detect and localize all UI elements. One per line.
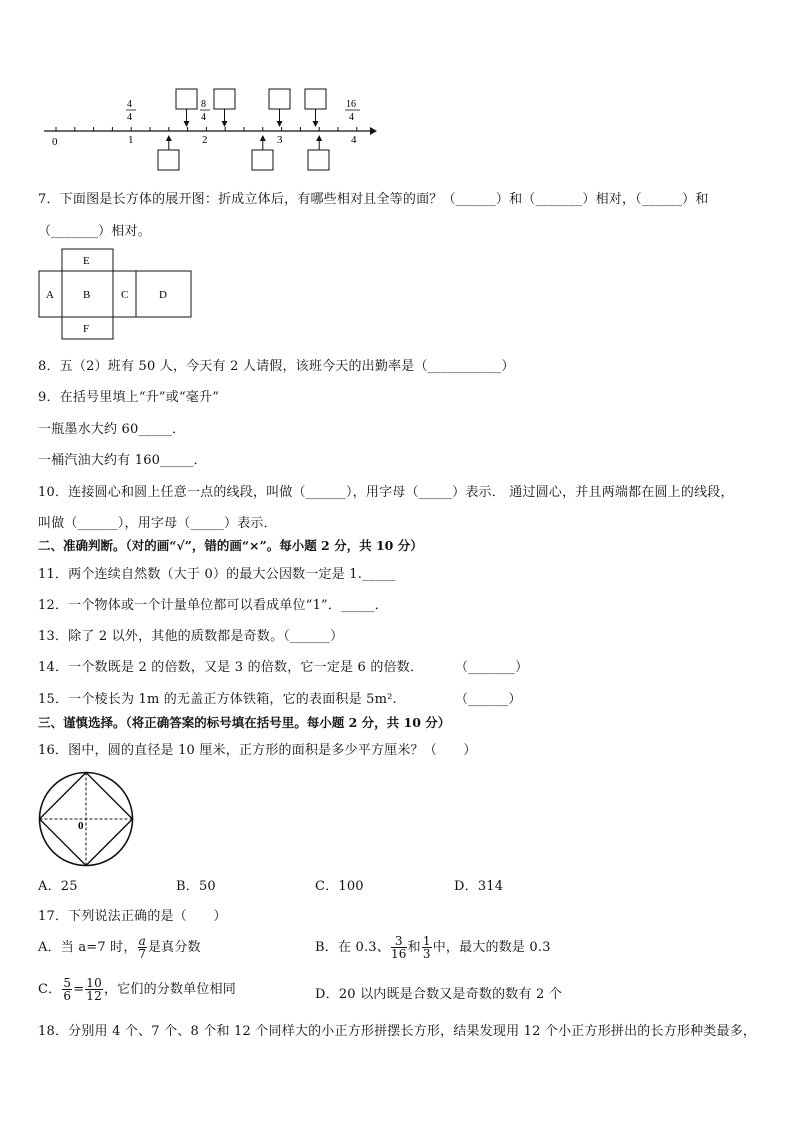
cuboid-net-figure [38,248,194,340]
number-line-figure [40,86,380,176]
question-13: 13．除了 2 以外，其他的质数都是奇数。（______） [38,629,344,644]
fraction-8-4 [200,99,210,123]
number-line-ticks [56,127,357,131]
fraction-4-4 [126,99,136,123]
tick-label-4: 4 [351,134,357,146]
fraction-3-16: $\frac{3}{16}$ [390,934,407,961]
section-3-heading: 三、谨慎选择。（将正确答案的标号填在括号里。每小题 2 分，共 10 分） [38,715,451,730]
svg-text:4: 4 [127,112,132,123]
question-10-line-2: 叫做（______），用字母（_____）表示． [38,516,277,531]
number-line-arrow [370,127,377,135]
tick-label-1: 1 [128,134,134,146]
question-18: 18．分别用 4 个、7 个、8 个和 12 个同样大的小正方形拼摆长方形，结果发现用 12 个小正方形拼出的长方形种类最多， [38,1024,757,1039]
question-11: 11．两个连续自然数（大于 0）的最大公因数一定是 1._____ [38,567,396,582]
net-label-b: B [83,289,91,301]
question-14-blank: （_______） [455,660,529,675]
question-15: 15．一个棱长为 1m 的无盖正方体铁箱，它的表面积是 5m². [38,692,397,707]
circle-square-figure [37,770,135,868]
center-label: 0 [78,820,84,832]
question-16-option-b: B．50 [176,879,216,894]
fraction-10-12: $\frac{10}{12}$ [86,976,102,1003]
svg-text:16: 16 [346,99,356,110]
fraction-1-3: $\frac{1}{3}$ [422,934,431,961]
question-9-a: 一瓶墨水大约 60_____． [38,422,186,437]
net-label-d: D [159,289,167,301]
svg-text:4: 4 [127,99,132,110]
question-7-line-2: （_______）相对。 [38,224,151,239]
question-17: 17．下列说法正确的是（ ） [38,909,227,924]
question-14: 14．一个数既是 2 的倍数，又是 3 的倍数，它一定是 6 的倍数． [38,660,424,675]
section-2-heading: 二、准确判断。（对的画“√”，错的画“×”。每小题 2 分，共 10 分） [38,538,423,553]
question-9-title: 9．在括号里填上“升”或“毫升” [38,390,220,405]
question-15-blank: （______） [455,692,522,707]
question-16-option-a: A．25 [38,879,78,894]
net-label-a: A [46,289,54,301]
answer-box-top-4 [305,89,326,109]
tick-label-2: 2 [202,134,208,146]
question-8: 8．五（2）班有 50 人，今天有 2 人请假，该班今天的出勤率是（___________） [38,359,515,374]
question-16-option-c: C．100 [315,879,364,894]
question-7-line-1: 7．下面图是长方体的展开图：折成立体后，有哪些相对且全等的面？（______）和（_______）相对，（______）和 [38,192,709,207]
net-label-c: C [121,289,129,301]
answer-box-bottom-3 [308,150,329,170]
net-label-e: E [83,255,90,267]
question-17-option-b: B．在 0.3、 $\frac{3}{16}$ 和 $\frac{1}{3}$ 中，最大的数是 0.3 [315,934,551,961]
answer-box-top-1 [176,89,197,109]
answer-box-bottom-1 [158,150,179,170]
fraction-5-6: $\frac{5}{6}$ [63,976,72,1003]
answer-box-top-2 [214,89,235,109]
question-9-b: 一桶汽油大约有 160_____． [38,453,207,468]
question-16: 16．图中，圆的直径是 10 厘米，正方形的面积是多少平方厘米？（ ） [38,743,477,758]
fraction-a-over-7: $\frac{a}{7}$ [138,934,147,961]
tick-label-0: 0 [52,136,58,148]
svg-text:4: 4 [201,112,206,123]
question-17-option-a: A．当 a=7 时， $\frac{a}{7}$ 是真分数 [38,934,201,961]
question-10-line-1: 10．连接圆心和圆上任意一点的线段，叫做（______），用字母（_____）表示． 通过圆心，并且两端都在圆上的线段， [38,485,734,500]
question-17-option-c: C． $\frac{5}{6}$ = $\frac{10}{12}$ ，它们的分数单位相同 [38,976,236,1003]
question-12: 12．一个物体或一个计量单位都可以看成单位“1”．_____． [38,598,388,613]
net-label-f: F [83,323,90,335]
answer-box-bottom-2 [252,150,273,170]
svg-text:4: 4 [349,112,354,123]
question-17-option-d: D．20 以内既是合数又是奇数的数有 2 个 [315,987,563,1002]
svg-text:8: 8 [201,99,206,110]
tick-label-3: 3 [277,134,283,146]
answer-box-top-3 [269,89,290,109]
fraction-16-4 [345,99,360,123]
question-16-option-d: D．314 [454,879,504,894]
